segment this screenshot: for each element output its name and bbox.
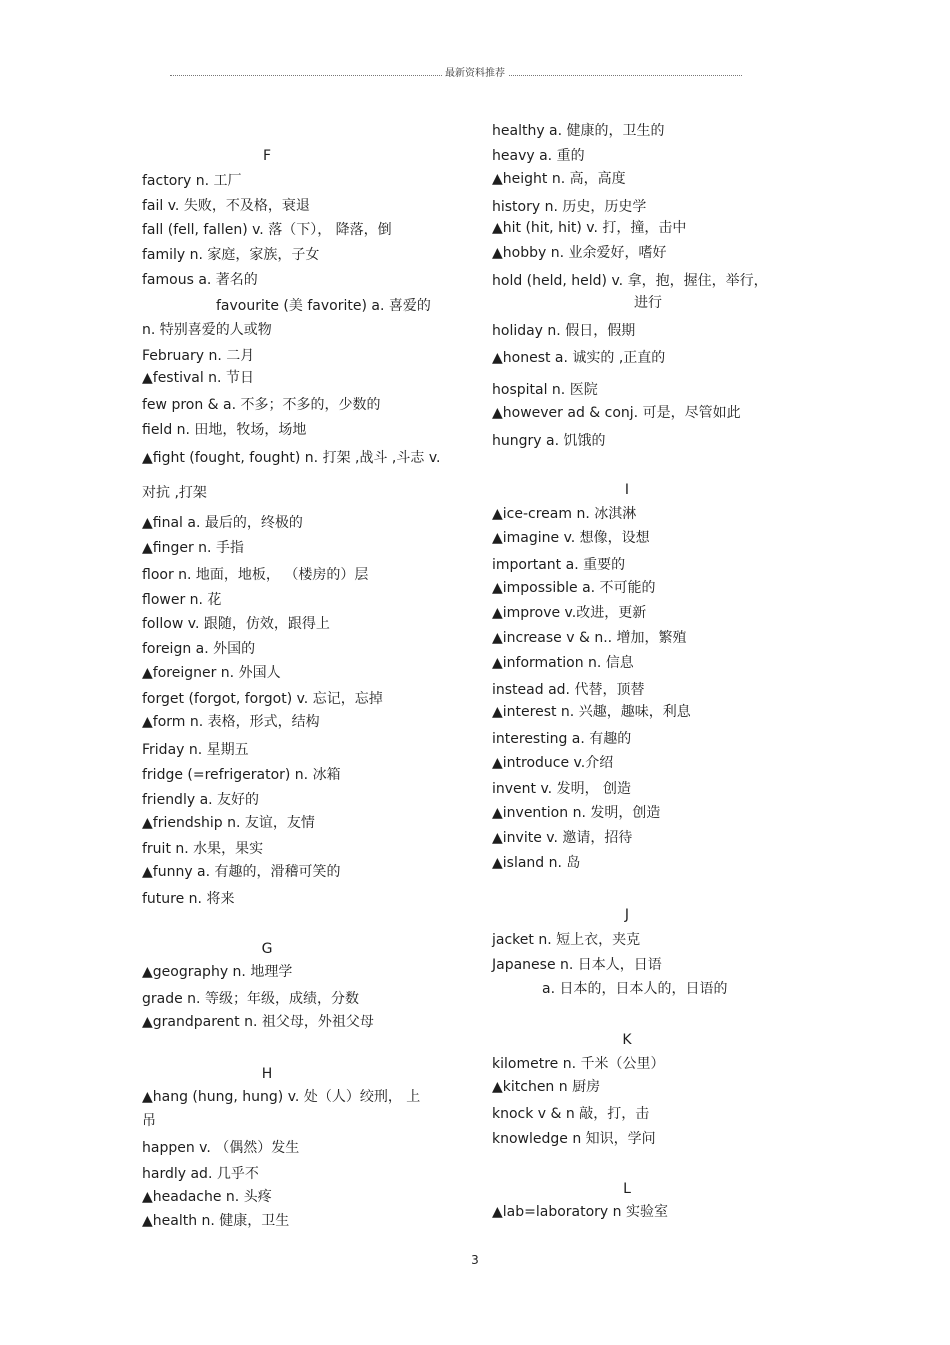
vocab-entry: hospital n. 医院 <box>492 382 598 398</box>
vocab-entry: Friday n. 星期五 <box>142 742 249 758</box>
vocab-entry: ▲lab=laboratory n 实验室 <box>492 1204 668 1220</box>
vocab-entry: ▲imagine v. 想像，设想 <box>492 530 650 546</box>
vocab-entry: Japanese n. 日本人，日语 <box>492 957 662 973</box>
vocab-entry: ▲final a. 最后的，终极的 <box>142 515 303 531</box>
section-letter-heading: G <box>261 941 273 957</box>
vocab-entry: ▲finger n. 手指 <box>142 540 244 556</box>
vocab-entry: family n. 家庭，家族，子女 <box>142 247 320 263</box>
vocab-entry: 吊 <box>142 1113 156 1129</box>
vocab-entry: ▲hit (hit, hit) v. 打，撞，击中 <box>492 220 687 236</box>
vocab-entry: knowledge n 知识，学问 <box>492 1131 656 1147</box>
vocab-entry: important a. 重要的 <box>492 557 626 573</box>
section-letter-heading: F <box>262 148 272 164</box>
vocab-entry: foreign a. 外国的 <box>142 641 256 657</box>
vocab-entry: follow v. 跟随，仿效，跟得上 <box>142 616 330 632</box>
vocab-entry: ▲ice-cream n. 冰淇淋 <box>492 506 637 522</box>
vocab-entry: favourite (美 favorite) a. 喜爱的 <box>216 298 431 314</box>
vocab-entry: February n. 二月 <box>142 348 255 364</box>
vocab-entry: flower n. 花 <box>142 592 222 608</box>
vocab-entry: ▲grandparent n. 祖父母，外祖父母 <box>142 1014 374 1030</box>
vocab-entry: future n. 将来 <box>142 891 235 907</box>
vocab-entry: 对抗 ,打架 <box>142 485 207 501</box>
vocab-entry: hold (held, held) v. 拿，抱，握住，举行， <box>492 273 768 289</box>
section-letter-heading: H <box>261 1066 273 1082</box>
vocab-entry: holiday n. 假日，假期 <box>492 323 636 339</box>
vocab-entry: kilometre n. 千米（公里） <box>492 1056 665 1072</box>
vocab-entry: ▲height n. 高，高度 <box>492 171 626 187</box>
vocab-entry: ▲however ad & conj. 可是，尽管如此 <box>492 405 741 421</box>
vocab-entry: ▲improve v.改进，更新 <box>492 605 647 621</box>
vocab-entry: ▲form n. 表格，形式，结构 <box>142 714 320 730</box>
vocab-entry: ▲increase v & n.. 增加，繁殖 <box>492 630 687 646</box>
vocab-entry: field n. 田地，牧场，场地 <box>142 422 307 438</box>
vocab-entry: ▲hobby n. 业余爱好，嗜好 <box>492 245 667 261</box>
vocab-entry: ▲kitchen n 厨房 <box>492 1079 601 1095</box>
vocab-entry: forget (forgot, forgot) v. 忘记，忘掉 <box>142 691 383 707</box>
vocab-entry: ▲funny a. 有趣的，滑稽可笑的 <box>142 864 341 880</box>
vocab-entry: ▲foreigner n. 外国人 <box>142 665 281 681</box>
vocab-entry: jacket n. 短上衣，夹克 <box>492 932 641 948</box>
vocab-entry: ▲introduce v.介绍 <box>492 755 614 771</box>
vocab-entry: ▲impossible a. 不可能的 <box>492 580 656 596</box>
vocab-entry: a. 日本的，日本人的，日语的 <box>542 981 728 997</box>
vocab-entry: hungry a. 饥饿的 <box>492 433 606 449</box>
vocab-entry: interesting a. 有趣的 <box>492 731 632 747</box>
vocab-entry: ▲island n. 岛 <box>492 855 581 871</box>
vocab-entry: factory n. 工厂 <box>142 173 242 189</box>
vocab-entry: happen v. （偶然）发生 <box>142 1140 300 1156</box>
vocab-entry: ▲friendship n. 友谊，友情 <box>142 815 315 831</box>
vocab-entry: friendly a. 友好的 <box>142 792 260 808</box>
vocab-entry: ▲fight (fought, fought) n. 打架 ,战斗 ,斗志 v. <box>142 450 441 466</box>
header-title: 最新资料推荐 <box>442 68 508 79</box>
section-letter-heading: L <box>623 1181 631 1197</box>
vocab-entry: ▲information n. 信息 <box>492 655 634 671</box>
vocab-entry: ▲interest n. 兴趣，趣味，利息 <box>492 704 691 720</box>
vocab-entry: n. 特别喜爱的人或物 <box>142 322 272 338</box>
vocab-entry: grade n. 等级；年级，成绩，分数 <box>142 991 359 1007</box>
vocab-entry: ▲festival n. 节日 <box>142 370 254 386</box>
section-letter-heading: J <box>624 907 630 923</box>
vocab-entry: few pron & a. 不多；不多的，少数的 <box>142 397 381 413</box>
vocab-entry: hardly ad. 几乎不 <box>142 1166 259 1182</box>
section-letter-heading: I <box>624 482 630 498</box>
vocab-entry: fruit n. 水果，果实 <box>142 841 264 857</box>
vocab-entry: instead ad. 代替，顶替 <box>492 682 645 698</box>
vocab-entry: ▲geography n. 地理学 <box>142 964 293 980</box>
vocab-entry: ▲honest a. 诚实的 ,正直的 <box>492 350 666 366</box>
vocab-entry: ▲hang (hung, hung) v. 处（人）绞刑， 上 <box>142 1089 421 1105</box>
page-header <box>0 67 950 81</box>
vocab-entry: invent v. 发明， 创造 <box>492 781 632 797</box>
vocab-entry: fail v. 失败，不及格，衰退 <box>142 198 310 214</box>
vocab-entry: ▲headache n. 头疼 <box>142 1189 272 1205</box>
section-letter-heading: K <box>622 1032 632 1048</box>
vocab-entry: famous a. 著名的 <box>142 272 258 288</box>
vocab-entry: fall (fell, fallen) v. 落（下）， 降落，倒 <box>142 222 392 238</box>
page-number: 3 <box>471 1253 479 1267</box>
vocab-entry: history n. 历史，历史学 <box>492 199 647 215</box>
vocab-entry: knock v & n 敲，打，击 <box>492 1106 650 1122</box>
vocab-entry: 进行 <box>634 295 662 311</box>
vocab-entry: fridge (=refrigerator) n. 冰箱 <box>142 767 341 783</box>
vocab-entry: ▲health n. 健康，卫生 <box>142 1213 290 1229</box>
vocab-entry: ▲invention n. 发明，创造 <box>492 805 661 821</box>
vocab-entry: floor n. 地面，地板， （楼房的）层 <box>142 567 369 583</box>
vocab-entry: heavy a. 重的 <box>492 148 585 164</box>
vocab-entry: ▲invite v. 邀请，招待 <box>492 830 633 846</box>
vocab-entry: healthy a. 健康的，卫生的 <box>492 123 665 139</box>
